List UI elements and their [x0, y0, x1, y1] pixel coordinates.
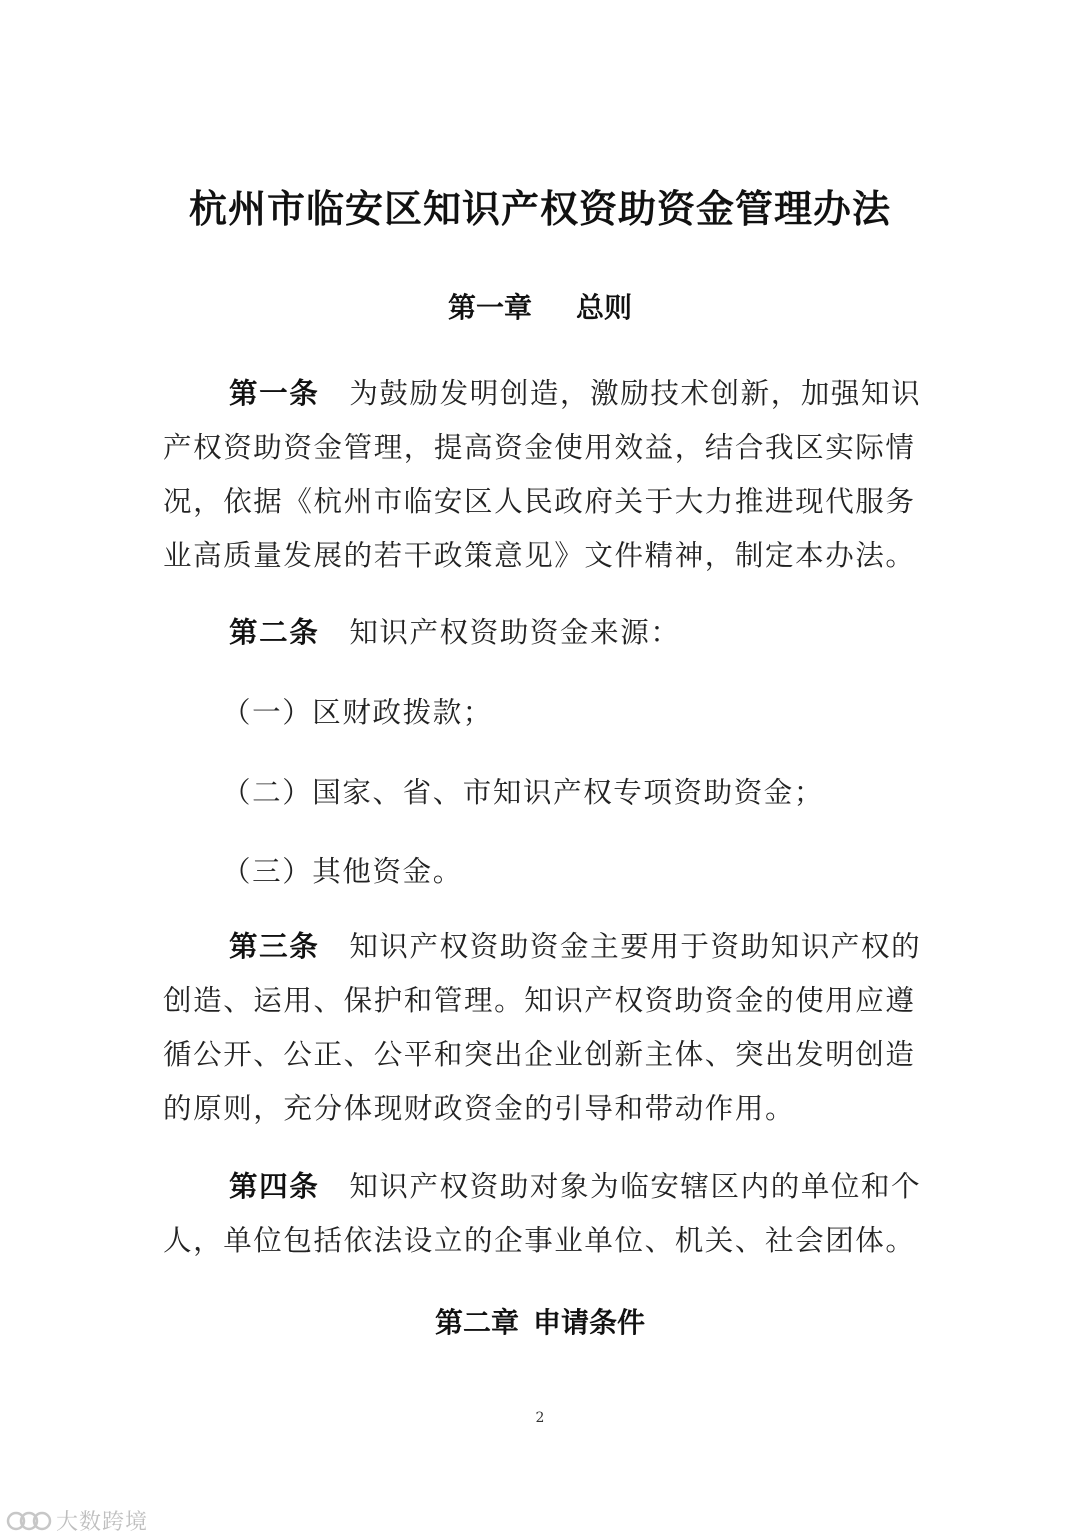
chapter-heading	[0, 1301, 1080, 1341]
article-label: 第三条	[229, 930, 320, 963]
document-title: 杭州市临安区知识产权资助资金管理办法	[188, 186, 891, 231]
watermark	[6, 1505, 148, 1536]
article-text: 知识产权资助资金主要用于资助知识产权的创造、运用、保护和管理。知识产权资助资金的使用应遵循公开、公正、公平和突出企业创新主体、突出发明创造的原则，充分体现财政资金的引导和带动作用。	[163, 930, 922, 1125]
chapter-name: 申请条件	[533, 1306, 646, 1339]
article-label: 第二条	[229, 616, 320, 649]
chapter-heading	[0, 286, 1080, 326]
chapter-name: 总则	[576, 291, 633, 324]
article-text: 知识产权资助资金来源：	[349, 616, 681, 649]
article-paragraph	[163, 1160, 923, 1268]
brand-logo-icon	[6, 1508, 52, 1534]
watermark-text: 大数跨境	[56, 1510, 149, 1535]
article-text: 为鼓励发明创造，激励技术创新，加强知识产权资助资金管理，提高资金使用效益，结合我区实际情况，依据《杭州市临安区人民政府关于大力推进现代服务业高质量发展的若干政策意见》文件精神，制定本办法。	[163, 377, 922, 572]
article-label: 第四条	[229, 1170, 320, 1203]
article-label: 第一条	[229, 377, 320, 410]
article-paragraph	[163, 367, 923, 583]
list-item: （二）国家、省、市知识产权专项资助资金；	[222, 776, 825, 809]
article-text: 知识产权资助对象为临安辖区内的单位和个人，单位包括依法设立的企事业单位、机关、社会团体。	[163, 1170, 922, 1257]
article-paragraph	[163, 920, 923, 1136]
list-item: （一）区财政拨款；	[222, 696, 493, 729]
article-paragraph	[163, 606, 923, 660]
chapter-number: 第二章	[434, 1306, 519, 1339]
chapter-number: 第一章	[447, 291, 532, 324]
list-item: （三）其他资金。	[222, 855, 463, 888]
page-number: 2	[535, 1410, 545, 1426]
